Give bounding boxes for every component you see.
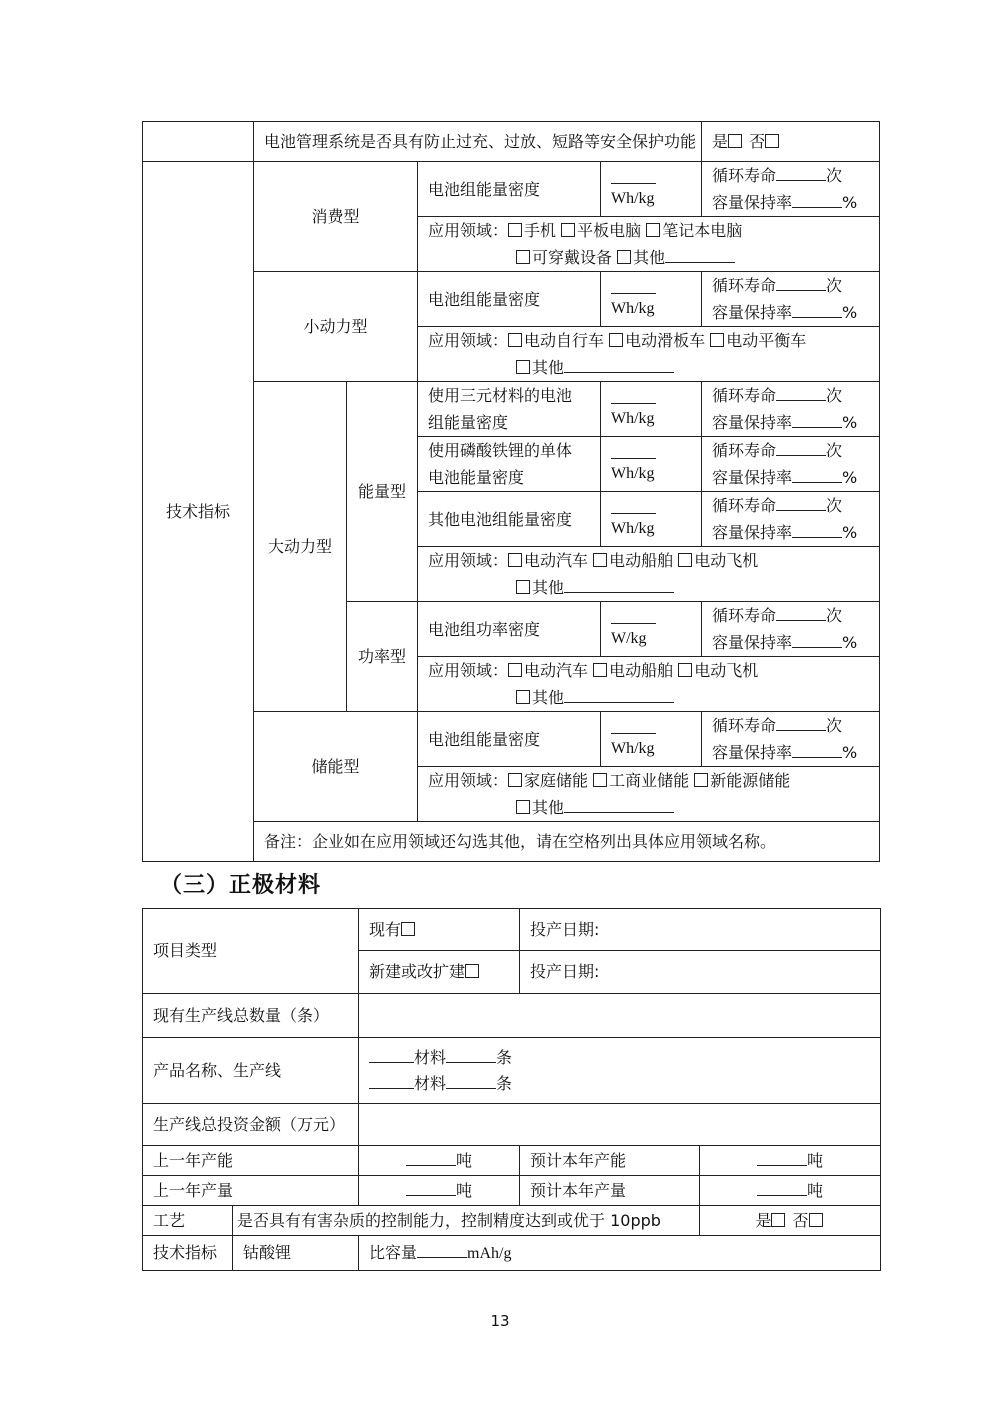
process-label: 工艺: [143, 1206, 233, 1236]
investment-label: 生产线总投资金额（万元）: [143, 1104, 359, 1146]
project-type-label: 项目类型: [143, 909, 359, 994]
investment-value[interactable]: [359, 1104, 881, 1146]
app-checkbox[interactable]: [593, 553, 607, 567]
storage-apps: 应用领域： 家庭储能 工商业储能 新能源储能 其他: [418, 767, 880, 822]
value-blank[interactable]: [406, 1149, 456, 1166]
bms-label: 电池管理系统是否具有防止过充、过放、短路等安全保护功能: [254, 122, 702, 162]
value-blank[interactable]: [757, 1149, 807, 1166]
energy-value-2: Wh/kg: [601, 437, 702, 492]
retention-blank[interactable]: [792, 301, 842, 318]
app-checkbox[interactable]: [516, 250, 530, 264]
yes-checkbox[interactable]: [728, 134, 742, 148]
app-checkbox[interactable]: [516, 690, 530, 704]
bms-yesno: 是 否: [702, 122, 880, 162]
cycle-blank[interactable]: [776, 714, 826, 731]
existing-option: 现有: [359, 909, 520, 951]
energy-metric-1: 使用三元材料的电池 组能量密度: [418, 382, 601, 437]
small-power-label: 小动力型: [254, 272, 418, 382]
app-checkbox[interactable]: [710, 333, 724, 347]
capacity-value: 比容量 mAh/g: [359, 1236, 881, 1271]
value-blank[interactable]: [611, 497, 656, 514]
app-checkbox[interactable]: [678, 663, 692, 677]
storage-value: Wh/kg: [601, 712, 702, 767]
startdate-2: 投产日期:: [520, 951, 881, 994]
energy-value-1: Wh/kg: [601, 382, 702, 437]
last-output-value: 吨: [359, 1176, 520, 1206]
tech-indicator-label: 技术指标: [143, 162, 254, 862]
storage-type-label: 储能型: [254, 712, 418, 822]
cathode-material-table: [142, 908, 881, 1271]
plan-capacity-label: 预计本年产能: [520, 1146, 700, 1176]
small-cycle: 循环寿命 次 容量保持率 %: [702, 272, 880, 327]
product-label: 产品名称、生产线: [143, 1038, 359, 1104]
cycle-blank[interactable]: [776, 384, 826, 401]
process-yesno: 是 否: [700, 1206, 881, 1236]
plan-output-value: 吨: [700, 1176, 881, 1206]
app-checkbox[interactable]: [593, 773, 607, 787]
value-blank[interactable]: [611, 607, 656, 624]
app-checkbox[interactable]: [646, 223, 660, 237]
app-checkbox[interactable]: [516, 800, 530, 814]
app-checkbox[interactable]: [508, 773, 522, 787]
no-checkbox[interactable]: [765, 134, 779, 148]
last-output-label: 上一年产量: [143, 1176, 359, 1206]
consumer-metric: 电池组能量密度: [418, 162, 601, 217]
app-checkbox[interactable]: [593, 663, 607, 677]
energy-cycle-2: 循环寿命 次 容量保持率 %: [702, 437, 880, 492]
value-blank[interactable]: [611, 442, 656, 459]
large-power-label: 大动力型: [254, 382, 347, 712]
new-option: 新建或改扩建: [359, 951, 520, 994]
last-capacity-label: 上一年产能: [143, 1146, 359, 1176]
line-blank[interactable]: [446, 1072, 496, 1089]
energy-metric-3: 其他电池组能量密度: [418, 492, 601, 547]
energy-cycle-1: 循环寿命 次 容量保持率 %: [702, 382, 880, 437]
value-blank[interactable]: [611, 277, 656, 294]
retention-blank[interactable]: [792, 411, 842, 428]
retention-blank[interactable]: [792, 466, 842, 483]
line-blank[interactable]: [446, 1046, 496, 1063]
value-blank[interactable]: [611, 387, 656, 404]
retention-blank[interactable]: [792, 521, 842, 538]
other-blank[interactable]: [564, 576, 674, 593]
small-apps: 应用领域： 电动自行车 电动滑板车 电动平衡车 其他: [418, 327, 880, 382]
consumer-apps: 应用领域： 手机 平板电脑 笔记本电脑 可穿戴设备 其他: [418, 217, 880, 272]
other-blank[interactable]: [564, 356, 674, 373]
battery-indicator-table: [142, 121, 880, 862]
app-checkbox[interactable]: [516, 580, 530, 594]
note: 备注：企业如在应用领域还勾选其他，请在空格列出具体应用领域名称。: [254, 822, 880, 862]
retention-blank[interactable]: [792, 191, 842, 208]
cycle-blank[interactable]: [776, 604, 826, 621]
capacity-blank[interactable]: [417, 1241, 467, 1258]
plan-capacity-value: 吨: [700, 1146, 881, 1176]
app-checkbox[interactable]: [617, 250, 631, 264]
lines-total-value[interactable]: [359, 994, 881, 1038]
startdate-1: 投产日期:: [520, 909, 881, 951]
process-question: 是否具有有害杂质的控制能力，控制精度达到或优于 10ppb: [233, 1206, 700, 1236]
existing-checkbox[interactable]: [401, 922, 415, 936]
tech-label: 技术指标: [143, 1236, 233, 1271]
storage-metric: 电池组能量密度: [418, 712, 601, 767]
power-type-label: 功率型: [347, 602, 418, 712]
power-metric: 电池组功率密度: [418, 602, 601, 657]
consumer-cycle: 循环寿命 次 容量保持率 %: [702, 162, 880, 217]
app-checkbox[interactable]: [508, 663, 522, 677]
other-blank[interactable]: [665, 246, 735, 263]
small-metric: 电池组能量密度: [418, 272, 601, 327]
consumer-type-label: 消费型: [254, 162, 418, 272]
energy-metric-2: 使用磷酸铁锂的单体 电池能量密度: [418, 437, 601, 492]
retention-blank[interactable]: [792, 631, 842, 648]
small-value: Wh/kg: [601, 272, 702, 327]
cycle-blank[interactable]: [776, 439, 826, 456]
value-blank[interactable]: [406, 1179, 456, 1196]
app-checkbox[interactable]: [516, 360, 530, 374]
cycle-blank[interactable]: [776, 494, 826, 511]
energy-cycle-3: 循环寿命 次 容量保持率 %: [702, 492, 880, 547]
storage-cycle: 循环寿命 次 容量保持率 %: [702, 712, 880, 767]
other-blank[interactable]: [564, 796, 674, 813]
blank-cell: [143, 122, 254, 162]
app-checkbox[interactable]: [609, 333, 623, 347]
page-number: 13: [490, 1312, 510, 1330]
yes-checkbox[interactable]: [771, 1213, 785, 1227]
cycle-blank[interactable]: [776, 274, 826, 291]
product-value: 材料 条 材料 条: [359, 1038, 881, 1104]
plan-output-label: 预计本年产量: [520, 1176, 700, 1206]
energy-apps: 应用领域： 电动汽车 电动船舶 电动飞机 其他: [418, 547, 880, 602]
app-checkbox[interactable]: [678, 553, 692, 567]
power-apps: 应用领域： 电动汽车 电动船舶 电动飞机 其他: [418, 657, 880, 712]
consumer-value: Wh/kg: [601, 162, 702, 217]
app-checkbox[interactable]: [694, 773, 708, 787]
lines-total-label: 现有生产线总数量（条）: [143, 994, 359, 1038]
last-capacity-value: 吨: [359, 1146, 520, 1176]
app-checkbox[interactable]: [508, 553, 522, 567]
other-blank[interactable]: [564, 686, 674, 703]
material-blank[interactable]: [369, 1046, 414, 1063]
app-checkbox[interactable]: [508, 333, 522, 347]
app-checkbox[interactable]: [508, 223, 522, 237]
value-blank[interactable]: [611, 167, 656, 184]
value-blank[interactable]: [611, 717, 656, 734]
value-blank[interactable]: [757, 1179, 807, 1196]
energy-value-3: Wh/kg: [601, 492, 702, 547]
retention-blank[interactable]: [792, 741, 842, 758]
app-checkbox[interactable]: [561, 223, 575, 237]
section-title: （三）正极材料: [160, 873, 322, 898]
power-value: W/kg: [601, 602, 702, 657]
cycle-blank[interactable]: [776, 164, 826, 181]
energy-type-label: 能量型: [347, 382, 418, 602]
material-blank[interactable]: [369, 1072, 414, 1089]
power-cycle: 循环寿命 次 容量保持率 %: [702, 602, 880, 657]
no-checkbox[interactable]: [809, 1213, 823, 1227]
licoo2-label: 钴酸锂: [233, 1236, 359, 1271]
new-checkbox[interactable]: [465, 964, 479, 978]
